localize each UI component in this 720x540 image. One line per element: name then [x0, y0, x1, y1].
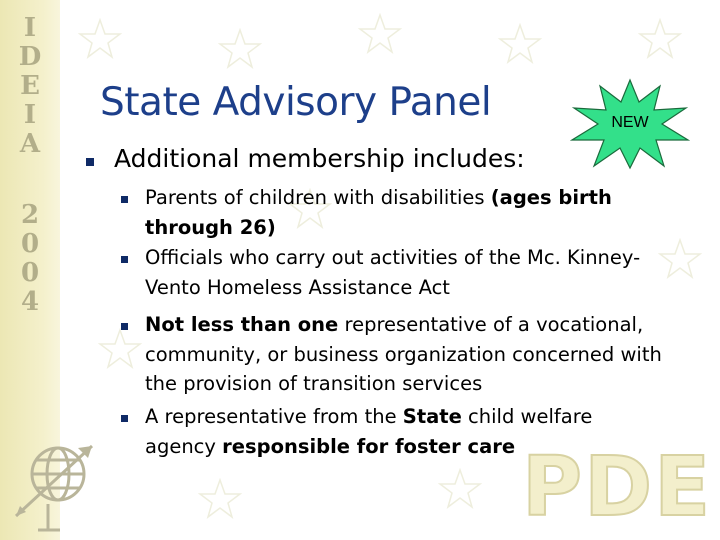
item-text-bold: State: [402, 405, 462, 428]
bullet-square-icon: [121, 196, 128, 203]
background-star-icon: [200, 480, 240, 517]
bullet-square-icon: [86, 158, 94, 166]
lead-text: Additional membership includes:: [114, 144, 525, 173]
item-text: A representative from the: [145, 405, 403, 428]
band-letter: I: [23, 13, 37, 43]
new-badge: NEW: [611, 114, 649, 131]
bullet-square-icon: [121, 415, 128, 422]
list-item: [145, 310, 700, 399]
band-letter: 0: [20, 258, 40, 288]
band-letter: D: [18, 42, 42, 72]
page-title: State Advisory Panel: [100, 80, 492, 125]
band-letter: A: [19, 129, 41, 159]
item-text-bold: Not less than one: [145, 313, 339, 336]
background-star-icon: [440, 470, 480, 507]
list-item: [145, 243, 685, 302]
background-star-icon: [640, 20, 680, 57]
compass-globe-logo-icon: [8, 438, 98, 534]
background-star-icon: [80, 20, 120, 57]
item-text-bold: (ages birth through 26): [145, 186, 612, 239]
item-text: Officials who carry out activities of the Mc. Kinney-Vento Homeless Assistance Act: [145, 246, 641, 299]
band-letter: 4: [20, 287, 40, 317]
band-letter: 2: [20, 200, 40, 230]
background-star-icon: [360, 15, 400, 52]
item-text-bold: responsible for foster care: [222, 434, 516, 458]
item-text: child welfare agency: [145, 405, 593, 458]
band-gap: [0, 159, 60, 201]
item-text: Parents of children with disabilities: [145, 186, 491, 209]
background-star-icon: [220, 30, 260, 67]
item-text: representative of a vocational, community, or business organization concerned with the provision of transition services: [145, 313, 662, 395]
band-letter: 0: [20, 229, 40, 259]
list-item: [145, 183, 700, 242]
side-band-letters: [0, 14, 60, 317]
background-star-icon: [500, 25, 540, 62]
pde-watermark: PDE: [522, 440, 713, 535]
bullet-square-icon: [121, 323, 128, 330]
background-star-icon: [100, 330, 140, 367]
band-letter: I: [23, 100, 37, 130]
bullet-square-icon: [121, 256, 128, 263]
band-letter: E: [20, 71, 40, 101]
